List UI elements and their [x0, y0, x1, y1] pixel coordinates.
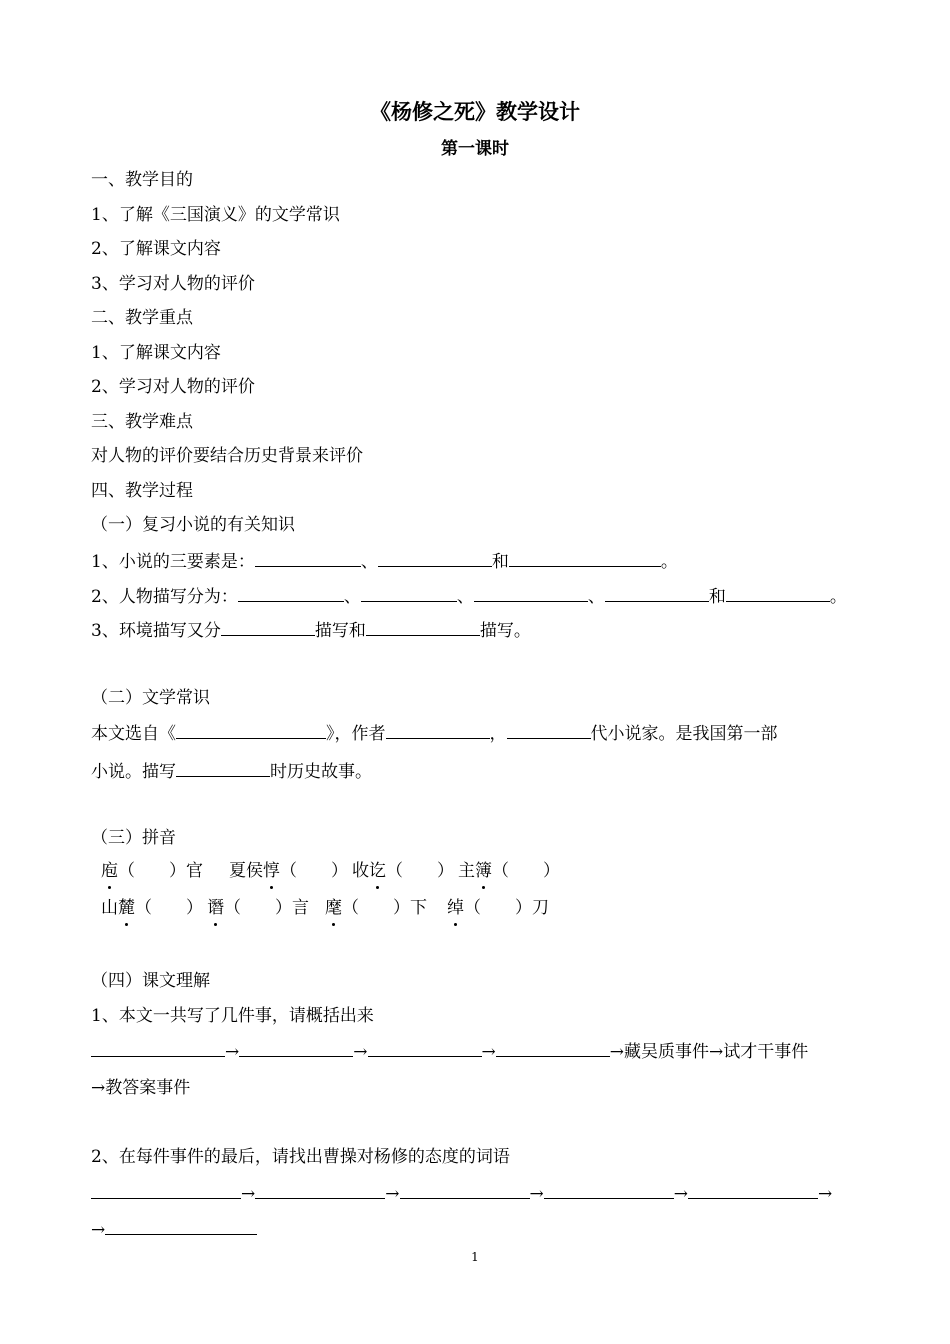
answer-blank[interactable] — [368, 1038, 482, 1057]
separator: 、 — [360, 552, 378, 572]
event-label: 教答案事件 — [105, 1078, 191, 1098]
question-environment — [91, 617, 531, 643]
attitude-chain-line-1 — [91, 1180, 832, 1206]
answer-blank[interactable] — [688, 1180, 818, 1199]
arrow-icon: → — [529, 1184, 544, 1204]
arrow-icon: → — [91, 1220, 106, 1240]
part1-heading: （一）复习小说的有关知识 — [91, 515, 295, 535]
section-heading-process: 四、教学过程 — [91, 481, 193, 501]
answer-blank[interactable] — [509, 548, 661, 567]
page-number: 1 — [471, 1250, 479, 1264]
pinyin-item: 麾（ ）下 — [325, 898, 427, 918]
difficulty-text: 对人物的评价要结合历史背景来评价 — [91, 446, 363, 466]
arrow-icon: → — [818, 1184, 833, 1204]
question-lead: 1、小说的三要素是： — [91, 552, 255, 572]
answer-blank[interactable] — [378, 548, 492, 567]
separator: 和 — [491, 552, 509, 572]
literature-line-1 — [91, 720, 778, 746]
arrow-icon: → — [609, 1042, 624, 1062]
answer-blank[interactable] — [544, 1180, 674, 1199]
pinyin-item: 庖（ ）官 — [101, 861, 203, 881]
part3-heading: （三）拼音 — [91, 828, 176, 848]
arrow-icon: → — [481, 1042, 496, 1062]
answer-blank[interactable] — [255, 548, 361, 567]
answer-blank[interactable] — [255, 1180, 385, 1199]
answer-blank[interactable] — [239, 1038, 353, 1057]
arrow-icon: → — [225, 1042, 240, 1062]
separator: 、 — [343, 587, 361, 607]
question-elements — [91, 548, 678, 574]
part2-heading: （二）文学常识 — [91, 688, 210, 708]
arrow-icon: → — [673, 1184, 688, 1204]
separator: 和 — [708, 587, 726, 607]
section-heading-keypoints: 二、教学重点 — [91, 308, 193, 328]
text-fragment: 代小说家。是我国第一部 — [590, 724, 778, 744]
answer-blank[interactable] — [366, 617, 480, 636]
answer-blank[interactable] — [105, 1216, 257, 1235]
answer-blank[interactable] — [361, 583, 457, 602]
answer-blank[interactable] — [238, 583, 344, 602]
separator: 。 — [829, 587, 847, 607]
question-description — [91, 583, 847, 609]
pinyin-item: 夏侯惇（ ） — [229, 861, 348, 881]
arrow-icon: → — [385, 1184, 400, 1204]
arrow-icon: → — [241, 1184, 256, 1204]
separator: 描写。 — [479, 621, 531, 641]
pinyin-row-1 — [101, 859, 560, 883]
attitude-chain-line-2 — [91, 1216, 257, 1242]
separator: 描写和 — [314, 621, 366, 641]
separator: 、 — [587, 587, 605, 607]
question-lead: 2、人物描写分为： — [91, 587, 238, 607]
separator: 、 — [456, 587, 474, 607]
answer-blank[interactable] — [221, 617, 315, 636]
event-label: 试才干事件 — [723, 1042, 809, 1062]
arrow-icon: → — [91, 1078, 106, 1098]
section-heading-difficulty: 三、教学难点 — [91, 412, 193, 432]
text-fragment: 本文选自《 — [91, 724, 176, 744]
arrow-icon: → — [353, 1042, 368, 1062]
text-fragment: 》，作者 — [326, 724, 386, 744]
keypoint-item: 2、学习对人物的评价 — [91, 377, 255, 397]
objective-item: 2、了解课文内容 — [91, 239, 221, 259]
events-chain-line-1 — [91, 1038, 808, 1064]
answer-blank[interactable] — [176, 720, 326, 739]
pinyin-item: 收讫（ ） — [352, 861, 454, 881]
separator: 。 — [660, 552, 678, 572]
keypoint-item: 1、了解课文内容 — [91, 343, 221, 363]
answer-blank[interactable] — [507, 720, 591, 739]
literature-line-2 — [91, 758, 372, 784]
part4-heading: （四）课文理解 — [91, 971, 210, 991]
answer-blank[interactable] — [91, 1180, 241, 1199]
pinyin-item: 主簿（ ） — [458, 861, 560, 881]
arrow-icon: → — [709, 1042, 724, 1062]
section-heading-objectives: 一、教学目的 — [91, 170, 193, 190]
answer-blank[interactable] — [726, 583, 830, 602]
answer-blank[interactable] — [474, 583, 588, 602]
pinyin-row-2 — [101, 896, 549, 920]
text-fragment: ， — [489, 724, 507, 744]
answer-blank[interactable] — [176, 758, 270, 777]
text-fragment: 时历史故事。 — [270, 762, 372, 782]
event-label: 藏吴质事件 — [624, 1042, 709, 1062]
understanding-question-1: 1、本文一共写了几件事，请概括出来 — [91, 1006, 374, 1026]
document-title: 《杨修之死》教学设计 — [370, 99, 580, 124]
pinyin-item: 谮（ ）言 — [207, 898, 309, 918]
pinyin-item: 绰（ ）刀 — [447, 898, 549, 918]
answer-blank[interactable] — [496, 1038, 610, 1057]
answer-blank[interactable] — [605, 583, 709, 602]
answer-blank[interactable] — [400, 1180, 530, 1199]
pinyin-item: 山麓（ ） — [101, 898, 203, 918]
events-chain-line-2 — [91, 1076, 190, 1100]
text-fragment: 小说。描写 — [91, 762, 176, 782]
document-subtitle: 第一课时 — [441, 139, 509, 159]
objective-item: 3、学习对人物的评价 — [91, 274, 255, 294]
objective-item: 1、了解《三国演义》的文学常识 — [91, 205, 340, 225]
question-lead: 3、环境描写又分 — [91, 621, 221, 641]
answer-blank[interactable] — [91, 1038, 225, 1057]
answer-blank[interactable] — [386, 720, 490, 739]
understanding-question-2: 2、在每件事件的最后，请找出曹操对杨修的态度的词语 — [91, 1147, 510, 1167]
